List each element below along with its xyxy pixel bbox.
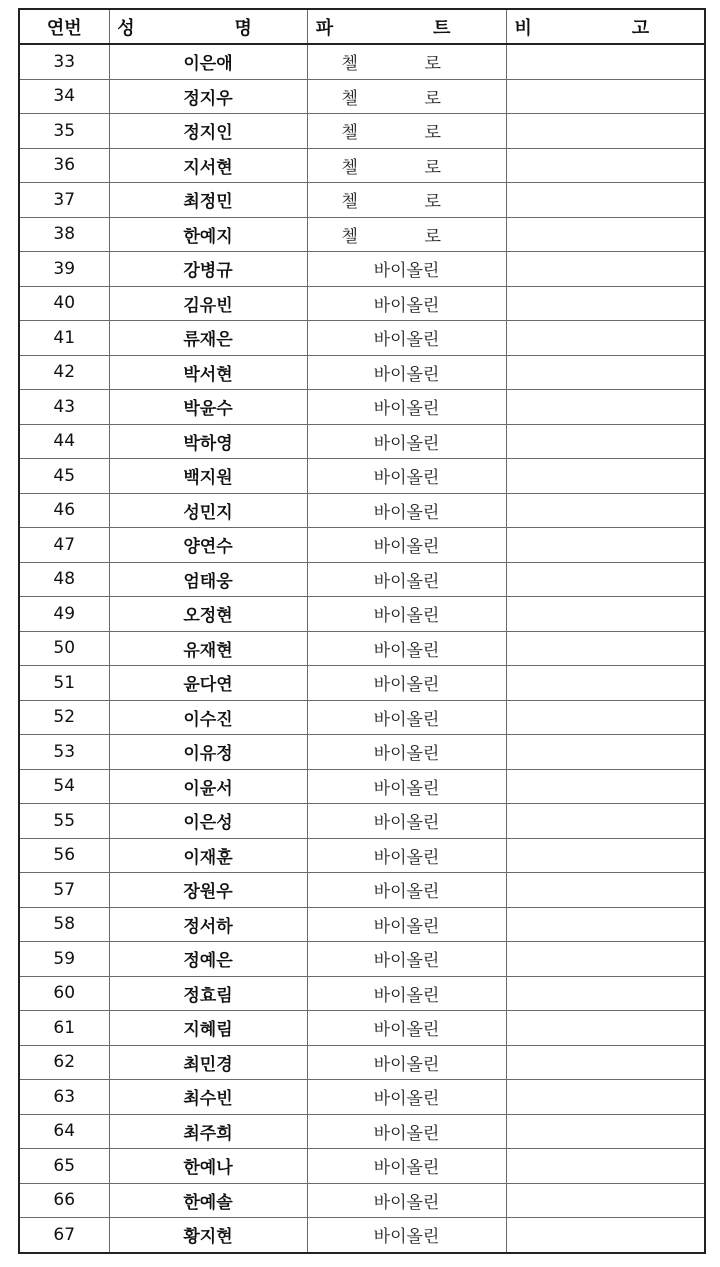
table-row [19,390,705,425]
row-part-cell: 바이올린 [307,804,506,839]
row-number-cell: 37 [19,183,109,218]
table-row [19,597,705,632]
row-part-cell: 바이올린 [307,666,506,701]
row-number-cell: 44 [19,424,109,459]
row-note-cell [506,804,705,839]
row-note-cell [506,1183,705,1218]
table-row [19,183,705,218]
row-part-cell: 첼 로 [307,183,506,218]
row-part-cell: 첼 로 [307,114,506,149]
row-note-cell [506,666,705,701]
row-number-cell: 57 [19,873,109,908]
row-number-cell: 36 [19,148,109,183]
row-name-cell: 정지인 [109,114,307,149]
row-name-cell: 최주희 [109,1114,307,1149]
row-name-cell: 황지현 [109,1218,307,1253]
row-name-cell: 엄태웅 [109,562,307,597]
row-part-cell: 바이올린 [307,1045,506,1080]
row-name-cell: 양연수 [109,528,307,563]
table-row [19,355,705,390]
row-number-cell: 63 [19,1080,109,1115]
table-row [19,1183,705,1218]
row-note-cell [506,735,705,770]
row-part-cell: 바이올린 [307,459,506,494]
row-note-cell [506,1045,705,1080]
row-part-cell: 첼 로 [307,79,506,114]
header-name: 성 명 [109,9,307,44]
table-row [19,528,705,563]
table-row [19,424,705,459]
table-row [19,735,705,770]
row-name-cell: 박윤수 [109,390,307,425]
row-number-cell: 53 [19,735,109,770]
row-name-cell: 이수진 [109,700,307,735]
row-name-cell: 유재현 [109,631,307,666]
row-part-cell: 바이올린 [307,631,506,666]
row-note-cell [506,1011,705,1046]
row-part-cell: 바이올린 [307,493,506,528]
row-note-cell [506,252,705,287]
table-row [19,148,705,183]
row-number-cell: 64 [19,1114,109,1149]
row-part-cell: 바이올린 [307,838,506,873]
row-part-cell: 바이올린 [307,700,506,735]
row-part-cell: 바이올린 [307,1114,506,1149]
row-name-cell: 성민지 [109,493,307,528]
table-row [19,252,705,287]
row-number-cell: 66 [19,1183,109,1218]
row-note-cell [506,873,705,908]
table-row [19,1218,705,1253]
row-number-cell: 56 [19,838,109,873]
row-part-cell: 바이올린 [307,321,506,356]
row-number-cell: 55 [19,804,109,839]
row-number-cell: 58 [19,907,109,942]
row-name-cell: 최정민 [109,183,307,218]
row-number-cell: 67 [19,1218,109,1253]
row-part-cell: 첼 로 [307,217,506,252]
table-row [19,700,705,735]
row-note-cell [506,838,705,873]
row-note-cell [506,631,705,666]
row-note-cell [506,1149,705,1184]
row-part-cell: 바이올린 [307,1149,506,1184]
row-part-cell: 바이올린 [307,735,506,770]
row-number-cell: 52 [19,700,109,735]
row-number-cell: 59 [19,942,109,977]
row-name-cell: 지서현 [109,148,307,183]
row-number-cell: 40 [19,286,109,321]
table-row [19,1080,705,1115]
row-number-cell: 48 [19,562,109,597]
row-name-cell: 오정현 [109,597,307,632]
row-note-cell [506,459,705,494]
table-row [19,493,705,528]
row-name-cell: 장원우 [109,873,307,908]
table-row [19,114,705,149]
header-number: 연번 [19,9,109,44]
table-row [19,666,705,701]
row-part-cell: 바이올린 [307,873,506,908]
table-row [19,562,705,597]
row-number-cell: 47 [19,528,109,563]
row-note-cell [506,493,705,528]
table-row [19,631,705,666]
row-number-cell: 54 [19,769,109,804]
row-note-cell [506,390,705,425]
row-note-cell [506,942,705,977]
row-name-cell: 최수빈 [109,1080,307,1115]
table-row [19,44,705,79]
row-note-cell [506,597,705,632]
row-number-cell: 42 [19,355,109,390]
row-name-cell: 김유빈 [109,286,307,321]
table-row [19,1114,705,1149]
row-name-cell: 이재훈 [109,838,307,873]
table-row [19,907,705,942]
row-part-cell: 바이올린 [307,1011,506,1046]
row-number-cell: 45 [19,459,109,494]
row-part-cell: 바이올린 [307,1080,506,1115]
row-name-cell: 이유정 [109,735,307,770]
row-part-cell: 바이올린 [307,528,506,563]
table-row [19,804,705,839]
table-row [19,459,705,494]
table-row [19,838,705,873]
row-part-cell: 바이올린 [307,390,506,425]
row-name-cell: 정지우 [109,79,307,114]
row-name-cell: 백지원 [109,459,307,494]
row-number-cell: 41 [19,321,109,356]
row-number-cell: 65 [19,1149,109,1184]
row-note-cell [506,79,705,114]
row-number-cell: 60 [19,976,109,1011]
row-name-cell: 한예지 [109,217,307,252]
row-note-cell [506,700,705,735]
row-name-cell: 이은애 [109,44,307,79]
row-note-cell [506,217,705,252]
row-number-cell: 49 [19,597,109,632]
row-name-cell: 이은성 [109,804,307,839]
row-number-cell: 61 [19,1011,109,1046]
row-note-cell [506,355,705,390]
table-row [19,286,705,321]
row-number-cell: 43 [19,390,109,425]
row-note-cell [506,321,705,356]
row-note-cell [506,114,705,149]
header-part: 파 트 [307,9,506,44]
row-part-cell: 바이올린 [307,1218,506,1253]
table-row [19,1045,705,1080]
row-note-cell [506,562,705,597]
row-name-cell: 박하영 [109,424,307,459]
table-row [19,769,705,804]
row-part-cell: 바이올린 [307,942,506,977]
table-row [19,1149,705,1184]
roster-table [18,8,706,1254]
row-number-cell: 51 [19,666,109,701]
row-number-cell: 50 [19,631,109,666]
row-part-cell: 바이올린 [307,286,506,321]
header-row [19,9,705,44]
row-note-cell [506,907,705,942]
row-note-cell [506,1218,705,1253]
row-number-cell: 39 [19,252,109,287]
row-note-cell [506,286,705,321]
row-note-cell [506,44,705,79]
row-part-cell: 바이올린 [307,424,506,459]
row-number-cell: 46 [19,493,109,528]
row-part-cell: 첼 로 [307,148,506,183]
table-body [19,44,705,1253]
row-number-cell: 38 [19,217,109,252]
row-note-cell [506,528,705,563]
table-row [19,217,705,252]
row-note-cell [506,424,705,459]
row-name-cell: 정서하 [109,907,307,942]
row-part-cell: 바이올린 [307,562,506,597]
header-note: 비 고 [506,9,705,44]
row-name-cell: 한예솔 [109,1183,307,1218]
row-part-cell: 바이올린 [307,597,506,632]
row-note-cell [506,976,705,1011]
row-name-cell: 박서현 [109,355,307,390]
row-note-cell [506,1080,705,1115]
row-name-cell: 정예은 [109,942,307,977]
row-part-cell: 바이올린 [307,907,506,942]
row-name-cell: 윤다연 [109,666,307,701]
row-name-cell: 류재은 [109,321,307,356]
table-row [19,942,705,977]
table-row [19,1011,705,1046]
row-part-cell: 바이올린 [307,769,506,804]
table-row [19,873,705,908]
table-row [19,321,705,356]
row-name-cell: 이윤서 [109,769,307,804]
row-note-cell [506,148,705,183]
row-number-cell: 34 [19,79,109,114]
table-header [19,9,705,44]
row-note-cell [506,183,705,218]
row-name-cell: 강병규 [109,252,307,287]
row-part-cell: 바이올린 [307,252,506,287]
row-part-cell: 첼 로 [307,44,506,79]
table-row [19,79,705,114]
row-note-cell [506,769,705,804]
row-part-cell: 바이올린 [307,355,506,390]
row-note-cell [506,1114,705,1149]
row-name-cell: 지혜림 [109,1011,307,1046]
row-part-cell: 바이올린 [307,976,506,1011]
table-row [19,976,705,1011]
row-name-cell: 정효림 [109,976,307,1011]
row-number-cell: 35 [19,114,109,149]
row-name-cell: 한예나 [109,1149,307,1184]
row-number-cell: 33 [19,44,109,79]
row-part-cell: 바이올린 [307,1183,506,1218]
row-name-cell: 최민경 [109,1045,307,1080]
row-number-cell: 62 [19,1045,109,1080]
